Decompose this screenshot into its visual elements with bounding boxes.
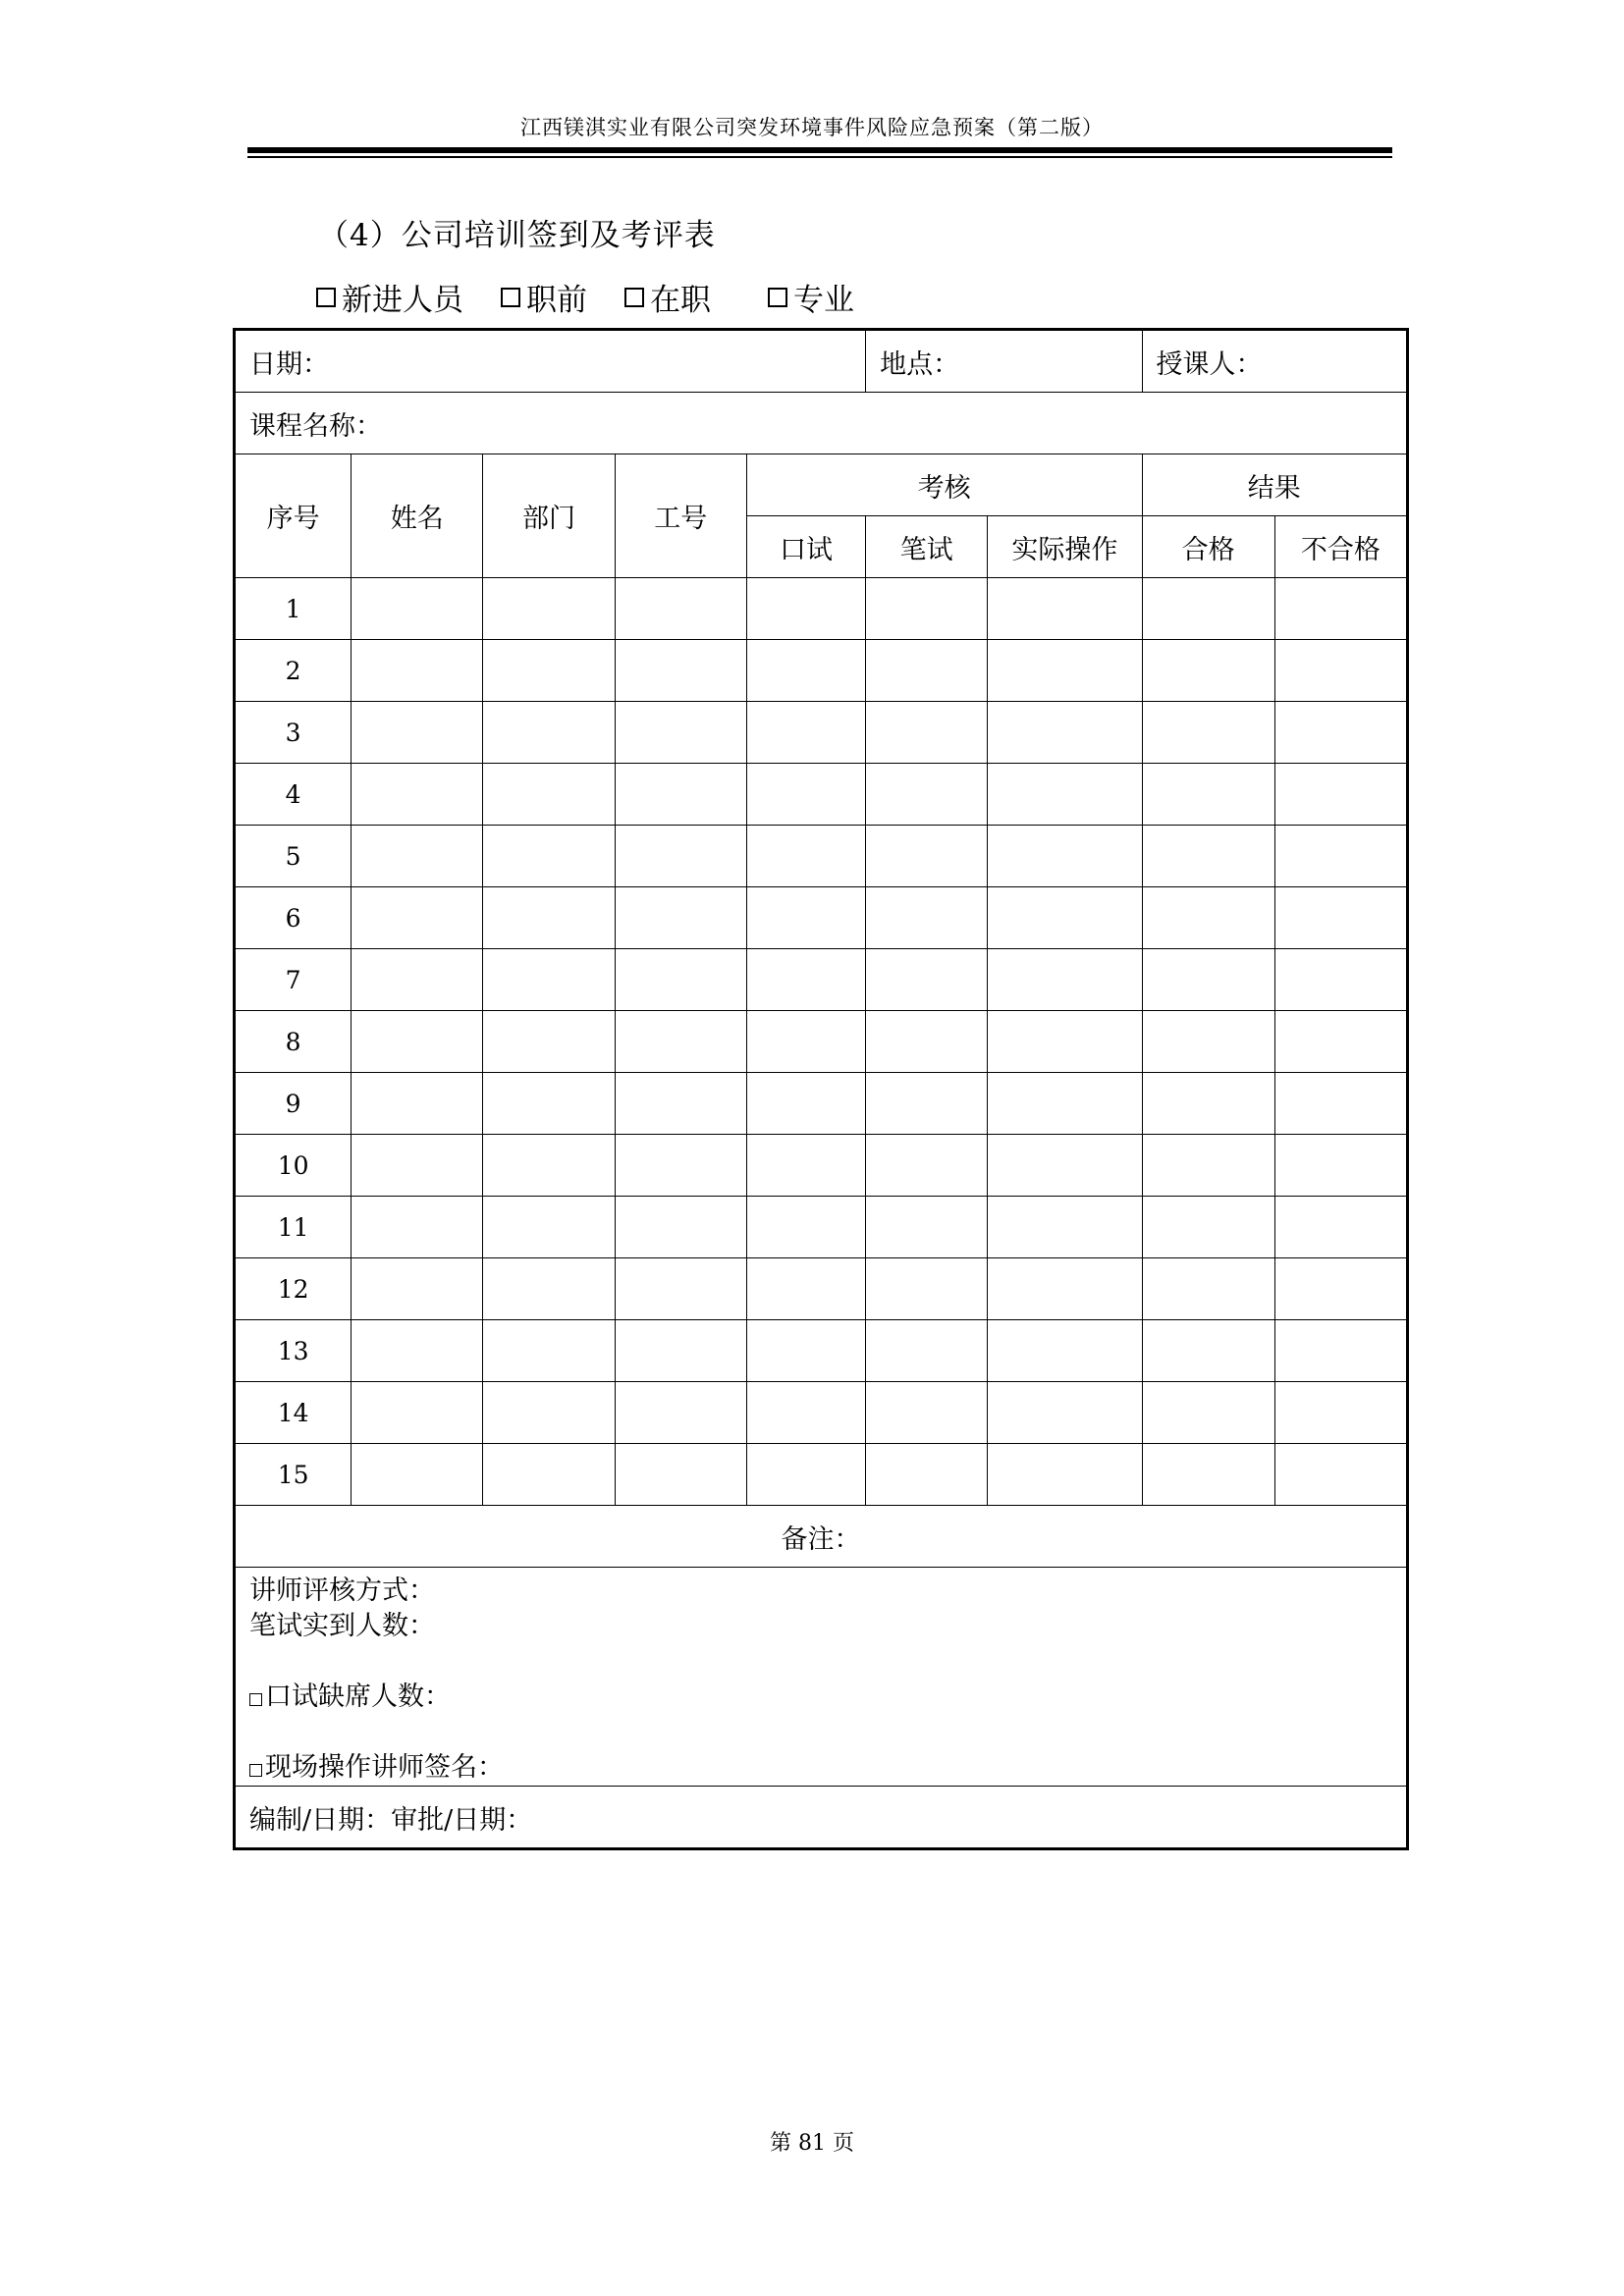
row-number: 14: [235, 1382, 352, 1444]
table-row: [235, 1011, 1408, 1073]
cell-practical[interactable]: [988, 1444, 1142, 1506]
cell-name[interactable]: [352, 764, 483, 826]
cell-written[interactable]: [866, 578, 988, 640]
cell-pass[interactable]: [1142, 1073, 1274, 1135]
cell-practical[interactable]: [988, 1135, 1142, 1197]
cell-dept[interactable]: [483, 1197, 615, 1258]
cell-name[interactable]: [352, 640, 483, 702]
cell-name[interactable]: [352, 1444, 483, 1506]
cell-name[interactable]: [352, 1320, 483, 1382]
option-label: 在职: [650, 283, 711, 318]
lecturer-label: 授课人：: [1156, 348, 1263, 380]
cell-practical[interactable]: [988, 640, 1142, 702]
cell-practical[interactable]: [988, 764, 1142, 826]
cell-oral[interactable]: [746, 578, 865, 640]
cell-employee-id[interactable]: [615, 1135, 746, 1197]
cell-name[interactable]: [352, 1135, 483, 1197]
cell-employee-id[interactable]: [615, 1258, 746, 1320]
written-attendance-label: 笔试实到人数：: [249, 1611, 435, 1641]
cell-name[interactable]: [352, 1258, 483, 1320]
cell-dept[interactable]: [483, 1135, 615, 1197]
cell-practical[interactable]: [988, 1258, 1142, 1320]
cell-name[interactable]: [352, 1011, 483, 1073]
row-number: 15: [235, 1444, 352, 1506]
notes-cell[interactable]: [235, 1568, 1408, 1787]
cell-practical[interactable]: [988, 1073, 1142, 1135]
practical-signature-line: [249, 1750, 1406, 1786]
table-row: [235, 1444, 1408, 1506]
cell-pass[interactable]: [1142, 1258, 1274, 1320]
checkbox-icon[interactable]: [249, 1764, 262, 1777]
cell-pass[interactable]: [1142, 826, 1274, 887]
column-header-pass: 合格: [1142, 516, 1274, 578]
cell-oral[interactable]: [746, 826, 865, 887]
cell-pass[interactable]: [1142, 640, 1274, 702]
table-row: [235, 640, 1408, 702]
oral-absent-line: [249, 1680, 1406, 1715]
cell-dept[interactable]: [483, 1011, 615, 1073]
option-label: 专业: [793, 283, 854, 318]
table-row: [235, 702, 1408, 764]
table-row-notes: [235, 1568, 1408, 1787]
cell-employee-id[interactable]: [615, 764, 746, 826]
table-row-approval: [235, 1787, 1408, 1849]
table-row-meta: [235, 330, 1408, 393]
cell-pass[interactable]: [1142, 1135, 1274, 1197]
table-row: [235, 764, 1408, 826]
cell-name[interactable]: [352, 1073, 483, 1135]
approval-label: 编制/日期：审批/日期：: [249, 1804, 533, 1836]
cell-pass[interactable]: [1142, 702, 1274, 764]
page-number: 第 81 页: [770, 2131, 854, 2156]
table-row: [235, 949, 1408, 1011]
cell-name[interactable]: [352, 826, 483, 887]
row-number: 2: [235, 640, 352, 702]
column-header-seq: 序号: [235, 454, 352, 578]
cell-practical[interactable]: [988, 1197, 1142, 1258]
table-row: [235, 1320, 1408, 1382]
cell-employee-id[interactable]: [615, 640, 746, 702]
row-number: 11: [235, 1197, 352, 1258]
cell-oral[interactable]: [746, 1382, 865, 1444]
cell-pass[interactable]: [1142, 1444, 1274, 1506]
table-row: [235, 578, 1408, 640]
cell-name[interactable]: [352, 1197, 483, 1258]
cell-fail[interactable]: [1274, 1444, 1407, 1506]
notes-spacer: [249, 1644, 1406, 1680]
cell-fail[interactable]: [1274, 1320, 1407, 1382]
cell-dept[interactable]: [483, 1258, 615, 1320]
cell-written[interactable]: [866, 1320, 988, 1382]
cell-dept[interactable]: [483, 887, 615, 949]
cell-employee-id[interactable]: [615, 1011, 746, 1073]
practical-signature-label: 现场操作讲师签名：: [265, 1752, 504, 1783]
cell-practical[interactable]: [988, 1320, 1142, 1382]
row-number: 12: [235, 1258, 352, 1320]
cell-pass[interactable]: [1142, 949, 1274, 1011]
cell-dept[interactable]: [483, 640, 615, 702]
cell-employee-id[interactable]: [615, 1320, 746, 1382]
row-number: 7: [235, 949, 352, 1011]
table-header-row-1: [235, 454, 1408, 516]
cell-written[interactable]: [866, 826, 988, 887]
cell-fail[interactable]: [1274, 1197, 1407, 1258]
document-header-title: 江西镁淇实业有限公司突发环境事件风险应急预案（第二版）: [520, 116, 1104, 139]
cell-employee-id[interactable]: [615, 1073, 746, 1135]
cell-employee-id[interactable]: [615, 949, 746, 1011]
approval-cell[interactable]: [235, 1787, 1408, 1849]
location-cell[interactable]: [866, 330, 1142, 393]
cell-fail[interactable]: [1274, 1135, 1407, 1197]
option-pre-job[interactable]: [501, 275, 587, 319]
eval-method-label: 讲师评核方式：: [249, 1575, 435, 1606]
cell-fail[interactable]: [1274, 702, 1407, 764]
cell-pass[interactable]: [1142, 764, 1274, 826]
cell-fail[interactable]: [1274, 764, 1407, 826]
cell-name[interactable]: [352, 702, 483, 764]
cell-employee-id[interactable]: [615, 1444, 746, 1506]
row-number: 9: [235, 1073, 352, 1135]
cell-practical[interactable]: [988, 702, 1142, 764]
cell-dept[interactable]: [483, 826, 615, 887]
cell-oral[interactable]: [746, 1320, 865, 1382]
checkbox-icon[interactable]: [501, 288, 520, 307]
column-header-name: 姓名: [352, 454, 483, 578]
cell-written[interactable]: [866, 640, 988, 702]
row-number: 10: [235, 1135, 352, 1197]
header-rule-thin: [247, 156, 1392, 158]
date-cell[interactable]: [235, 330, 866, 393]
cell-employee-id[interactable]: [615, 702, 746, 764]
checkbox-icon[interactable]: [624, 288, 644, 307]
cell-name[interactable]: [352, 1382, 483, 1444]
cell-employee-id[interactable]: [615, 887, 746, 949]
cell-pass[interactable]: [1142, 887, 1274, 949]
cell-oral[interactable]: [746, 764, 865, 826]
table-row: [235, 1073, 1408, 1135]
cell-oral[interactable]: [746, 1258, 865, 1320]
cell-practical[interactable]: [988, 949, 1142, 1011]
option-new-staff[interactable]: [316, 275, 463, 319]
cell-dept[interactable]: [483, 578, 615, 640]
checkbox-icon[interactable]: [249, 1693, 262, 1706]
cell-dept[interactable]: [483, 702, 615, 764]
table-row: [235, 826, 1408, 887]
cell-pass[interactable]: [1142, 1011, 1274, 1073]
option-on-job[interactable]: [624, 275, 711, 319]
cell-pass[interactable]: [1142, 1382, 1274, 1444]
cell-written[interactable]: [866, 887, 988, 949]
cell-dept[interactable]: [483, 764, 615, 826]
table-row-course: [235, 393, 1408, 454]
training-type-options: [316, 275, 854, 319]
column-header-result: 结果: [1142, 454, 1407, 516]
cell-written[interactable]: [866, 764, 988, 826]
course-label: 课程名称：: [249, 410, 382, 442]
cell-written[interactable]: [866, 1073, 988, 1135]
column-header-fail: 不合格: [1274, 516, 1407, 578]
cell-written[interactable]: [866, 1197, 988, 1258]
course-cell[interactable]: [235, 393, 1408, 454]
remarks-cell[interactable]: [235, 1506, 1408, 1568]
table-row: [235, 1197, 1408, 1258]
row-number: 5: [235, 826, 352, 887]
cell-practical[interactable]: [988, 1011, 1142, 1073]
cell-name[interactable]: [352, 949, 483, 1011]
cell-dept[interactable]: [483, 1320, 615, 1382]
cell-written[interactable]: [866, 1135, 988, 1197]
checkbox-icon[interactable]: [768, 288, 787, 307]
cell-name[interactable]: [352, 578, 483, 640]
cell-pass[interactable]: [1142, 1197, 1274, 1258]
cell-oral[interactable]: [746, 640, 865, 702]
cell-dept[interactable]: [483, 949, 615, 1011]
cell-written[interactable]: [866, 1444, 988, 1506]
cell-dept[interactable]: [483, 1073, 615, 1135]
cell-pass[interactable]: [1142, 1320, 1274, 1382]
option-label: 新进人员: [342, 283, 463, 318]
checkbox-icon[interactable]: [316, 288, 336, 307]
cell-fail[interactable]: [1274, 1258, 1407, 1320]
cell-oral[interactable]: [746, 1444, 865, 1506]
training-signin-table: [233, 328, 1409, 1850]
cell-practical[interactable]: [988, 1382, 1142, 1444]
table-row: [235, 1135, 1408, 1197]
cell-oral[interactable]: [746, 949, 865, 1011]
cell-fail[interactable]: [1274, 578, 1407, 640]
cell-practical[interactable]: [988, 826, 1142, 887]
cell-fail[interactable]: [1274, 826, 1407, 887]
column-header-practical: 实际操作: [988, 516, 1142, 578]
row-number: 13: [235, 1320, 352, 1382]
cell-employee-id[interactable]: [615, 826, 746, 887]
cell-fail[interactable]: [1274, 1011, 1407, 1073]
notes-spacer: [249, 1715, 1406, 1750]
row-number: 1: [235, 578, 352, 640]
cell-fail[interactable]: [1274, 887, 1407, 949]
location-label: 地点：: [880, 348, 960, 380]
table-row-remarks: [235, 1506, 1408, 1568]
column-header-oral: 口试: [746, 516, 865, 578]
row-number: 8: [235, 1011, 352, 1073]
cell-written[interactable]: [866, 702, 988, 764]
cell-oral[interactable]: [746, 702, 865, 764]
remarks-label: 备注：: [781, 1523, 861, 1555]
cell-fail[interactable]: [1274, 949, 1407, 1011]
table-row: [235, 887, 1408, 949]
cell-oral[interactable]: [746, 1073, 865, 1135]
row-number: 4: [235, 764, 352, 826]
cell-pass[interactable]: [1142, 578, 1274, 640]
cell-employee-id[interactable]: [615, 578, 746, 640]
cell-dept[interactable]: [483, 1444, 615, 1506]
column-header-written: 笔试: [866, 516, 988, 578]
cell-oral[interactable]: [746, 1135, 865, 1197]
option-label: 职前: [526, 283, 587, 318]
cell-employee-id[interactable]: [615, 1382, 746, 1444]
section-title: （4）公司培训签到及考评表: [318, 218, 716, 253]
option-professional[interactable]: [768, 275, 854, 319]
cell-fail[interactable]: [1274, 1382, 1407, 1444]
cell-oral[interactable]: [746, 1197, 865, 1258]
column-header-employee-id: 工号: [615, 454, 746, 578]
cell-employee-id[interactable]: [615, 1197, 746, 1258]
row-number: 3: [235, 702, 352, 764]
date-label: 日期：: [249, 348, 329, 380]
cell-oral[interactable]: [746, 1011, 865, 1073]
lecturer-cell[interactable]: [1142, 330, 1407, 393]
cell-name[interactable]: [352, 887, 483, 949]
cell-oral[interactable]: [746, 887, 865, 949]
cell-practical[interactable]: [988, 578, 1142, 640]
table-row: [235, 1382, 1408, 1444]
row-number: 6: [235, 887, 352, 949]
cell-fail[interactable]: [1274, 640, 1407, 702]
oral-absent-label: 口试缺席人数：: [265, 1682, 451, 1712]
column-header-dept: 部门: [483, 454, 615, 578]
table-row: [235, 1258, 1408, 1320]
cell-written[interactable]: [866, 1382, 988, 1444]
cell-fail[interactable]: [1274, 1073, 1407, 1135]
cell-written[interactable]: [866, 949, 988, 1011]
header-rule-thick: [247, 147, 1392, 153]
cell-practical[interactable]: [988, 887, 1142, 949]
cell-dept[interactable]: [483, 1382, 615, 1444]
column-header-assessment: 考核: [746, 454, 1142, 516]
cell-written[interactable]: [866, 1258, 988, 1320]
cell-written[interactable]: [866, 1011, 988, 1073]
